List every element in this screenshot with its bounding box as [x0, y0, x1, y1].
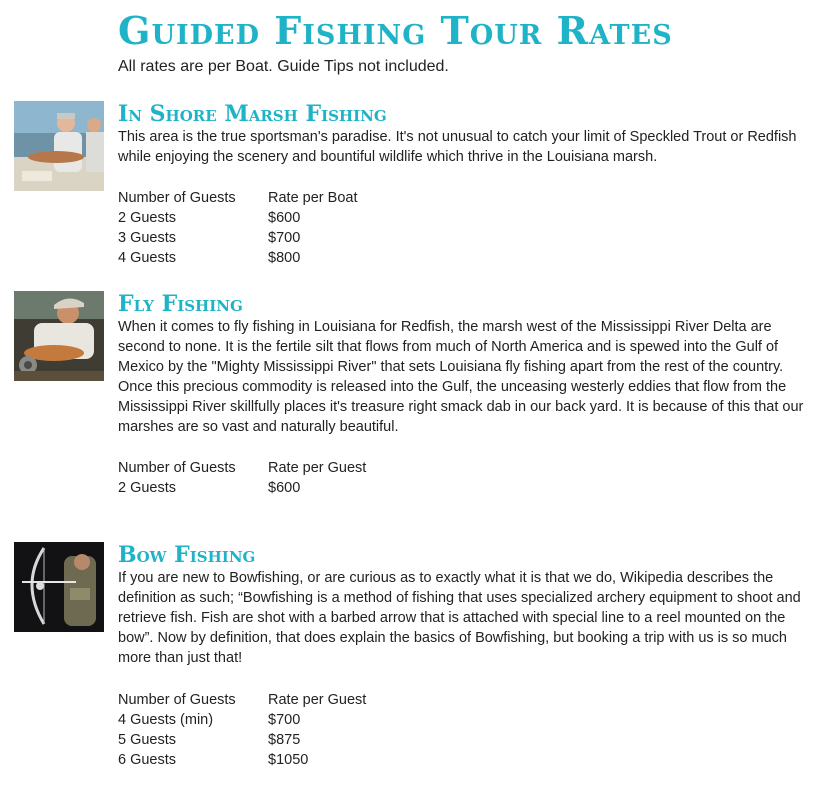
marsh-fishing-photo-icon — [14, 101, 104, 191]
guests-cell: 4 Guests — [118, 250, 177, 266]
section-description: If you are new to Bowfishing, or are curious as to exactly what it is that we do, Wikipedia describes the definition as such; “Bowfishing is a method of fishing that uses specialized archery equipment to shoot and retrieve fish. Fish are shot with a barbed arrow that is attached with special line to a reel mounted on the bow”. Now by definition, that does explain the basics of Bowfishing, but booking a trip with us is so much more than just that! — [118, 570, 801, 666]
section-description: When it comes to fly fishing in Louisiana for Redfish, the marsh west of the Mississippi River Delta are second to none. It is the fertile silt that flows from much of North America and is spewed into the Gulf of Mexico by the "Mighty Mississippi River" that sets Louisiana fly fishing apart from the rest of the country. Once this precious commodity is released into the Gulf, the unceasing westerly eddies that flow from the Mississippi River skillfully places it's treasure right smack dab in our back yard. It is because of this that our marshes are so vast and naturally beautiful. — [118, 319, 804, 435]
table-row — [118, 710, 388, 730]
guests-column-header: Number of Guests — [118, 190, 236, 206]
page-title: Guided Fishing Tour Rates — [118, 8, 673, 53]
section-description: This area is the true sportsman's paradise. It's not unusual to catch your limit of Speckled Trout or Redfish while enjoying the scenery and bountiful wildlife which thrive in the Louisiana marsh. — [118, 129, 797, 165]
table-row — [118, 730, 388, 750]
guests-cell: 5 Guests — [118, 732, 177, 748]
rate-table-header — [118, 690, 388, 710]
guests-cell: 6 Guests — [118, 752, 177, 768]
rate-table — [118, 690, 388, 770]
guests-cell: 2 Guests — [118, 480, 177, 496]
section-title: Fly Fishing — [118, 291, 243, 317]
section-title: In Shore Marsh Fishing — [118, 101, 387, 127]
rate-cell: $600 — [268, 480, 301, 496]
rate-cell: $600 — [268, 210, 301, 226]
rate-cell: $1050 — [268, 752, 309, 768]
bow-fishing-photo-icon — [14, 542, 104, 632]
rate-table — [118, 188, 388, 268]
table-row — [118, 248, 388, 268]
rate-table-header — [118, 188, 388, 208]
rate-cell: $875 — [268, 732, 301, 748]
guests-cell: 2 Guests — [118, 210, 177, 226]
guests-column-header: Number of Guests — [118, 460, 236, 476]
rate-cell: $800 — [268, 250, 301, 266]
table-row — [118, 478, 388, 498]
rate-cell: $700 — [268, 712, 301, 728]
table-row — [118, 208, 388, 228]
table-row — [118, 228, 388, 248]
table-row — [118, 750, 388, 770]
rate-cell: $700 — [268, 230, 301, 246]
guests-column-header: Number of Guests — [118, 692, 236, 708]
rate-table-header — [118, 458, 388, 478]
guests-cell: 3 Guests — [118, 230, 177, 246]
rate-column-header: Rate per Guest — [268, 460, 367, 476]
page-subtitle: All rates are per Boat. Guide Tips not included. — [118, 58, 449, 75]
fly-fishing-photo-icon — [14, 291, 104, 381]
rate-column-header: Rate per Guest — [268, 692, 367, 708]
guests-cell: 4 Guests (min) — [118, 712, 214, 728]
rate-table — [118, 458, 388, 498]
section-title: Bow Fishing — [118, 542, 256, 568]
rate-column-header: Rate per Boat — [268, 190, 358, 206]
